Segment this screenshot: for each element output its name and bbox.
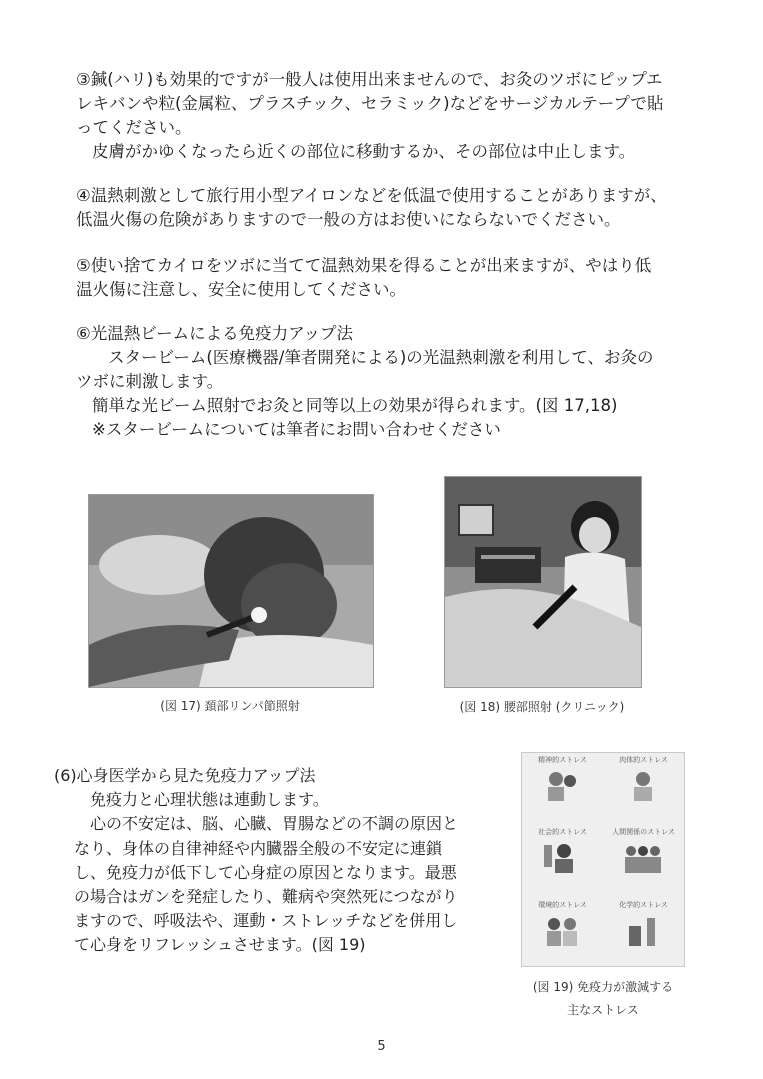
figure-19-caption: (図 19) 免疫力が激減する 主なストレス xyxy=(532,980,674,1017)
section-title: (6)心身医学から見た免疫力アップ法 xyxy=(54,766,316,785)
figure-17-caption: (図 17) 頚部リンパ節照射 xyxy=(160,699,300,713)
text-line: ますので、呼吸法や、運動・ストレッチなどを併用し xyxy=(74,911,458,931)
text-line: ってください。 xyxy=(76,118,192,137)
page-number: 5 xyxy=(377,1039,386,1054)
person-figure xyxy=(623,839,663,875)
section-6 xyxy=(76,322,716,442)
text-line: ④温熱刺激として旅行用小型アイロンなどを低温で使用することがありますが、 xyxy=(76,186,667,205)
text-line: 温火傷に注意し、安全に使用してください。 xyxy=(76,280,406,299)
figure-18-photo xyxy=(444,476,642,688)
section-5 xyxy=(76,254,716,302)
text-line: ※スタービームについては筆者にお問い合わせください xyxy=(92,420,501,439)
person-figure xyxy=(542,839,582,875)
stress-cell: 社会的ストレス xyxy=(522,825,603,878)
text-line: し、免疫力が低下して心身症の原因となります。最悪 xyxy=(74,862,457,882)
person-figure xyxy=(542,912,582,948)
figure-17-photo xyxy=(88,494,374,688)
text-line: ③鍼(ハリ)も効果的ですが一般人は使用出来ませんので、お灸のツボにピップエ xyxy=(76,70,663,89)
bottle-figure xyxy=(623,912,663,948)
section-3 xyxy=(76,68,716,164)
neck-irradiation-illustration xyxy=(89,495,373,687)
text-line: 皮膚がかゆくなったら近くの部位に移動するか、その部位は中止します。 xyxy=(92,142,636,161)
stress-cell: 環境的ストレス xyxy=(522,898,603,951)
stress-cell: 精神的ストレス xyxy=(522,753,603,806)
figure-19-illustration xyxy=(521,752,685,967)
person-figure xyxy=(623,767,663,803)
text-line: 簡単な光ビーム照射でお灸と同等以上の効果が得られます。(図 17,18) xyxy=(92,396,618,415)
text-line: て心身をリフレッシュさせます。(図 19) xyxy=(74,935,366,955)
text-line: なり、身体の自律神経や内臓器全般の不安定に連鎖 xyxy=(74,838,443,858)
text-line: レキバンや粒(金属粒、プラスチック、セラミック)などをサージカルテープで貼 xyxy=(76,94,664,113)
text-line: 免疫力と心理状態は連動します。 xyxy=(90,790,329,810)
text-line: 低温火傷の危険がありますので一般の方はお使いにならないでください。 xyxy=(76,210,621,229)
figure-18-caption: (図 18) 腰部照射 (クリニック) xyxy=(459,700,625,714)
text-line: ツボに刺激します。 xyxy=(76,372,224,391)
section-4 xyxy=(76,184,716,232)
person-figure xyxy=(542,767,582,803)
text-line: の場合はガンを発症したり、難病や突然死につながり xyxy=(74,887,458,907)
stress-cell: 肉体的ストレス xyxy=(603,753,684,806)
text-line: スタービーム(医療機器/筆者開発による)の光温熱刺激を利用して、お灸の xyxy=(108,348,654,367)
section-title: ⑥光温熱ビームによる免疫力アップ法 xyxy=(76,324,353,343)
text-line: 心の不安定は、脳、心臓、胃腸などの不調の原因と xyxy=(90,814,459,834)
stress-cell: 化学的ストレス xyxy=(603,898,684,951)
lumbar-irradiation-illustration xyxy=(445,477,641,687)
text-line: ⑤使い捨てカイロをツボに当てて温熱効果を得ることが出来ますが、やはり低 xyxy=(76,256,652,275)
stress-cell: 人間関係のストレス xyxy=(603,825,684,878)
section-psychosomatic xyxy=(54,764,504,958)
